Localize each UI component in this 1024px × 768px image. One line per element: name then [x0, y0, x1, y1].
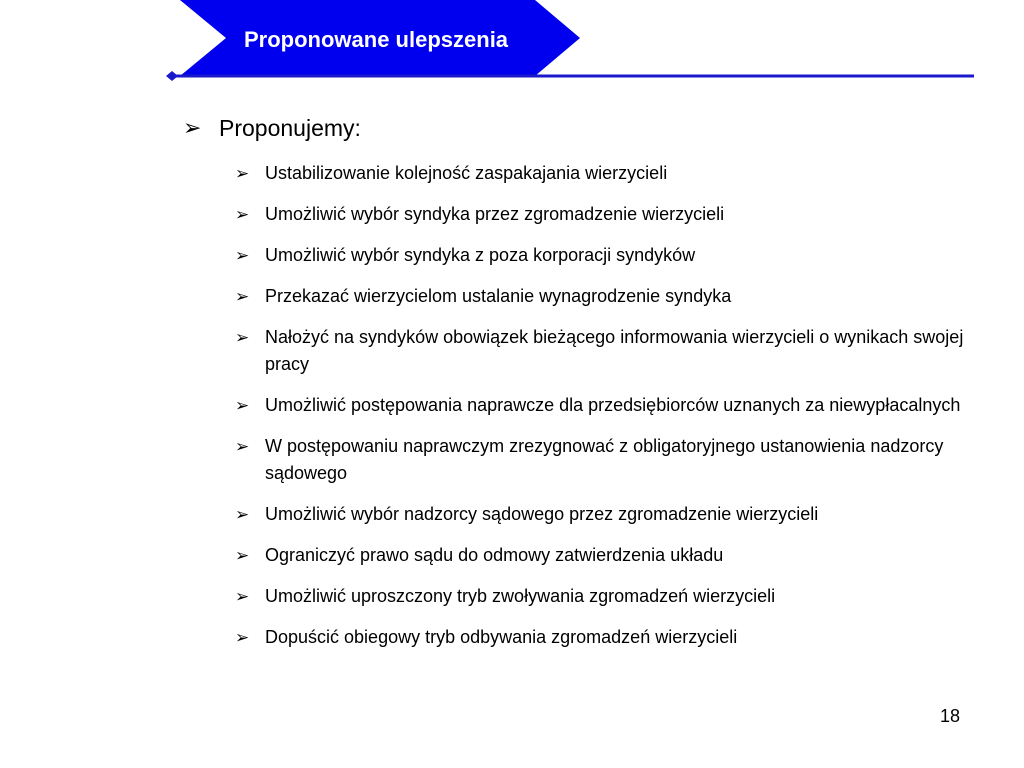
list-item: [235, 160, 975, 187]
arrow-bullet-icon: ➢: [235, 328, 250, 347]
arrow-bullet-icon: ➢: [235, 546, 250, 565]
arrow-bullet-icon: ➢: [235, 246, 250, 265]
list-item-text: Umożliwić wybór syndyka z poza korporacji syndyków: [265, 245, 696, 265]
bullet-heading: Proponujemy:: [219, 115, 361, 141]
list-item: [235, 624, 975, 651]
list-item-text: Przekazać wierzycielom ustalanie wynagrodzenie syndyka: [265, 286, 732, 306]
list-item: [235, 433, 975, 487]
list-item-text: Umożliwić wybór syndyka przez zgromadzenie wierzycieli: [265, 204, 725, 224]
list-item-text: Nałożyć na syndyków obowiązek bieżącego informowania wierzycieli o wynikach swojej pracy: [265, 327, 964, 374]
list-item-text: W postępowaniu naprawczym zrezygnować z obligatoryjnego ustanowienia nadzorcy sądowego: [265, 436, 944, 483]
list-item-text: Umożliwić postępowania naprawcze dla przedsiębiorców uznanych za niewypłacalnych: [265, 395, 961, 415]
list-item: [235, 283, 975, 310]
list-item: [235, 201, 975, 228]
list-item-text: Ustabilizowanie kolejność zaspakajania wierzycieli: [265, 163, 668, 183]
arrow-bullet-icon: ➢: [183, 115, 202, 140]
arrow-bullet-icon: ➢: [235, 587, 250, 606]
arrow-bullet-icon: ➢: [235, 164, 250, 183]
list-item: [235, 583, 975, 610]
bullet-list: [235, 160, 975, 665]
list-item-text: Dopuścić obiegowy tryb odbywania zgromadzeń wierzycieli: [265, 627, 738, 647]
list-item: [235, 501, 975, 528]
arrow-bullet-icon: ➢: [235, 437, 250, 456]
level1-bullet: [183, 112, 361, 144]
list-item: [235, 324, 975, 378]
list-item-text: Umożliwić wybór nadzorcy sądowego przez zgromadzenie wierzycieli: [265, 504, 819, 524]
list-item-text: Ograniczyć prawo sądu do odmowy zatwierdzenia układu: [265, 545, 724, 565]
arrow-bullet-icon: ➢: [235, 287, 250, 306]
slide-title: Proponowane ulepszenia: [244, 27, 509, 52]
list-item: [235, 242, 975, 269]
arrow-bullet-icon: ➢: [235, 505, 250, 524]
page-number: 18: [939, 706, 960, 726]
list-item: [235, 392, 975, 419]
list-item-text: Umożliwić uproszczony tryb zwoływania zgromadzeń wierzycieli: [265, 586, 776, 606]
header-line-diamond: [166, 71, 178, 81]
arrow-bullet-icon: ➢: [235, 205, 250, 224]
list-item: [235, 542, 975, 569]
arrow-bullet-icon: ➢: [235, 396, 250, 415]
arrow-bullet-icon: ➢: [235, 628, 250, 647]
